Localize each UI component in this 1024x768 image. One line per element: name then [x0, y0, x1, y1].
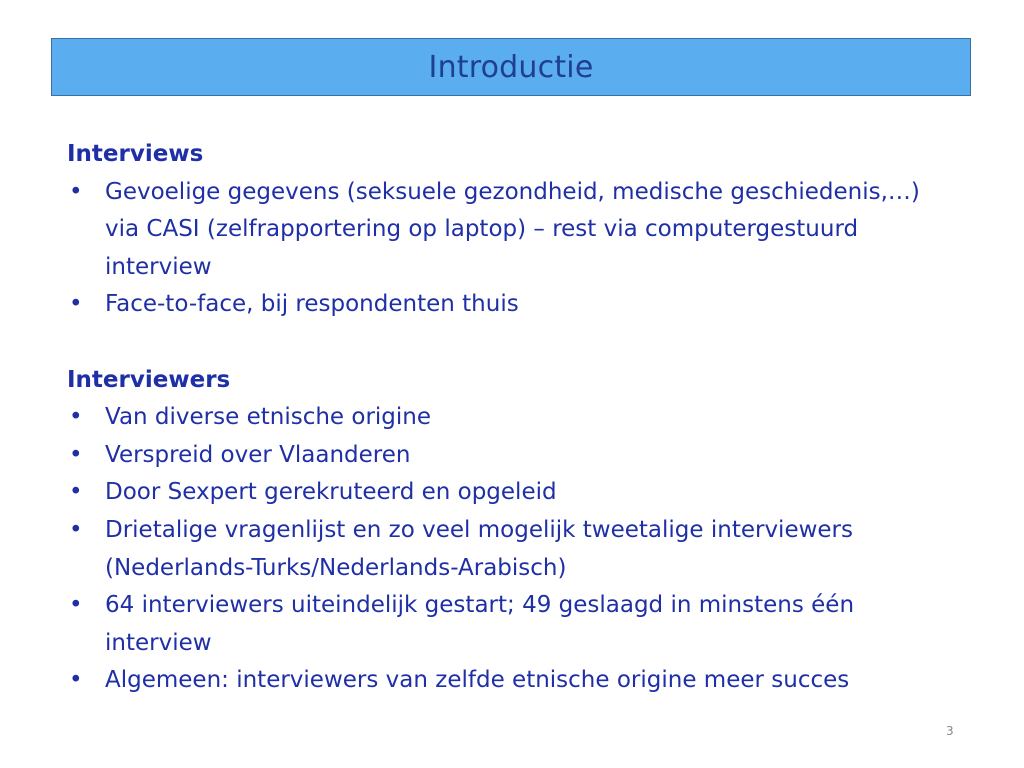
bullet-dot-icon: •: [69, 516, 83, 543]
list-item-text: Face-to-face, bij respondenten thuis: [105, 291, 519, 318]
bullet-dot-icon: •: [69, 592, 83, 619]
bullet-list: [67, 399, 947, 700]
list-item: [67, 662, 947, 700]
section-interviews: [67, 136, 947, 324]
list-item-text: Door Sexpert gerekruteerd en opgeleid: [105, 479, 557, 506]
slide-title: Introductie: [428, 49, 594, 85]
list-item-text: Van diverse etnische origine: [105, 404, 432, 431]
bullet-dot-icon: •: [69, 404, 83, 431]
list-item-text: Algemeen: interviewers van zelfde etnische origine meer succes: [105, 667, 850, 694]
list-item-text: Verspreid over Vlaanderen: [105, 441, 411, 468]
list-item: [67, 587, 947, 662]
bullet-dot-icon: •: [69, 291, 83, 318]
section-heading: Interviews: [67, 141, 204, 167]
list-item: [67, 174, 947, 287]
list-item-text: 64 interviewers uiteindelijk gestart; 49 geslaagd in minstens één interview: [105, 592, 855, 656]
section-heading: Interviewers: [67, 366, 231, 393]
list-item: [67, 474, 947, 512]
slide-body: [67, 136, 947, 700]
bullet-dot-icon: •: [69, 667, 83, 694]
list-item-text: Drietalige vragenlijst en zo veel mogelijk tweetalige interviewers (Nederlands-Turks/Nederlands-Arabisch): [105, 516, 853, 581]
list-item: [67, 437, 947, 475]
list-item: [67, 512, 947, 587]
bullet-dot-icon: •: [69, 441, 83, 468]
slide-title-banner: [51, 38, 971, 96]
page-number: 3: [946, 724, 954, 738]
section-interviewers: [67, 362, 947, 700]
list-item: [67, 286, 947, 324]
list-item-text: Gevoelige gegevens (seksuele gezondheid, medische geschiedenis,…) via CASI (zelfrapportering op laptop) – rest via computergestuurd interview: [105, 178, 920, 280]
bullet-dot-icon: •: [69, 479, 83, 506]
bullet-dot-icon: •: [69, 178, 83, 205]
bullet-list: [67, 174, 947, 324]
list-item: [67, 399, 947, 437]
